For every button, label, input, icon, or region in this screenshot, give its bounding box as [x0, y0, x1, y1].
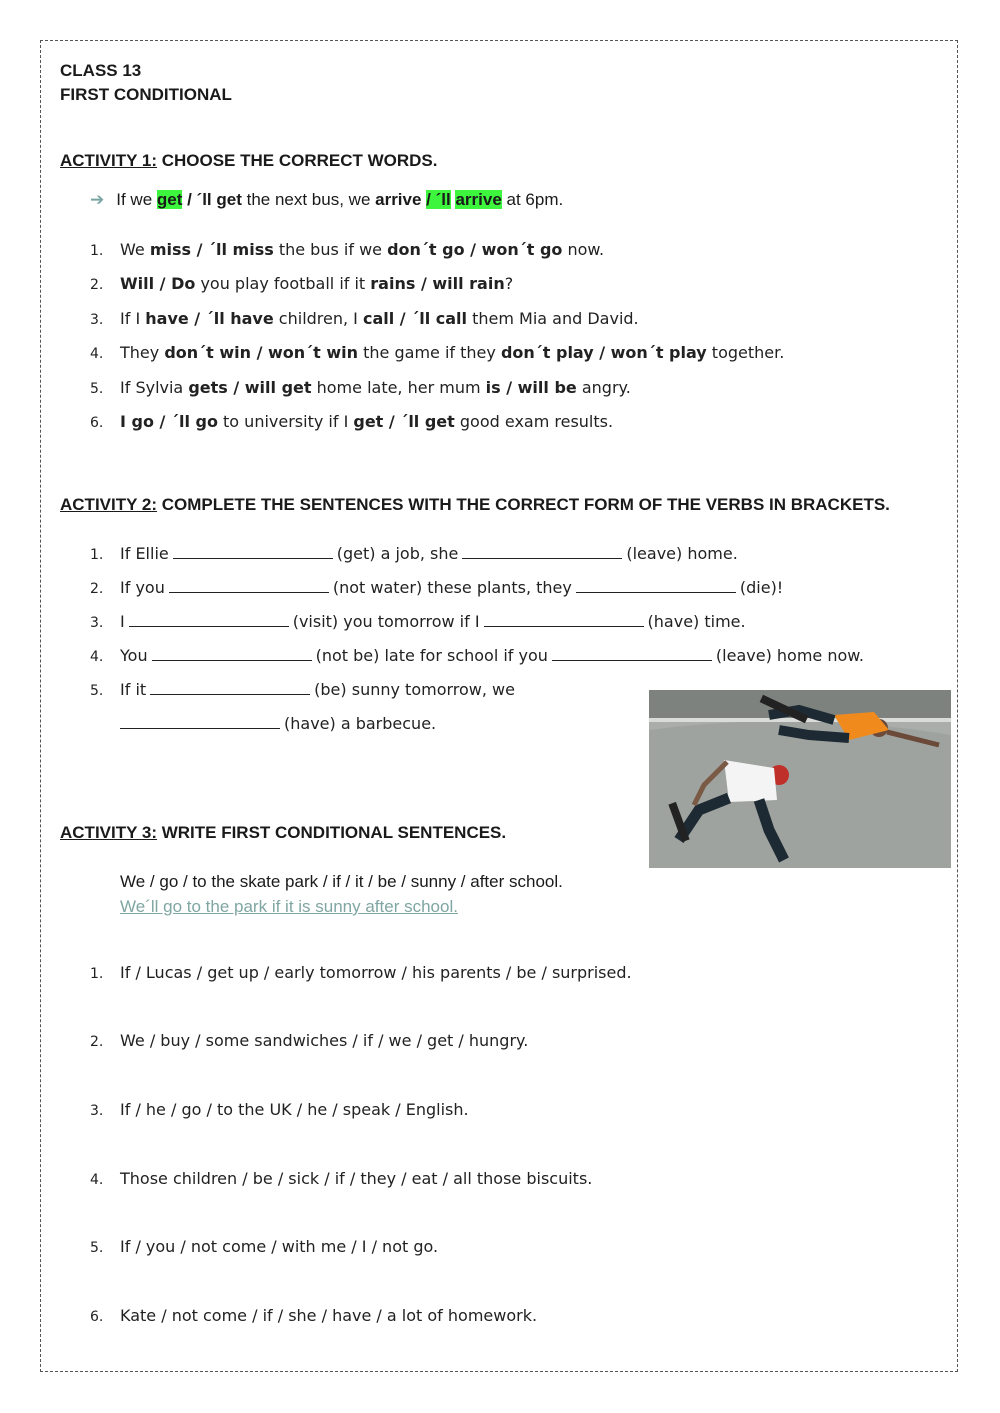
activity1-item	[90, 274, 513, 293]
sentence-prompt: Those children / be / sick / if / they / eat / all those biscuits.	[120, 1169, 593, 1188]
activity2-instruction: COMPLETE THE SENTENCES WITH THE CORRECT FORM OF THE VERBS IN BRACKETS.	[156, 495, 890, 514]
activity2-heading	[60, 495, 890, 515]
sentence-text: children, I	[273, 309, 363, 328]
activity3-example-prompt: We / go / to the skate park / if / it / be / sunny / after school.	[120, 872, 563, 891]
verb-hint: (not be) late for school if you	[315, 646, 548, 665]
answer-blank[interactable]	[152, 646, 312, 661]
answer-blank[interactable]	[484, 612, 644, 627]
item-number: 5.	[90, 1240, 104, 1256]
sentence-text: them Mia and David.	[467, 309, 639, 328]
answer-options: is / will be	[485, 378, 577, 397]
sentence-prompt: If / Lucas / get up / early tomorrow / his parents / be / surprised.	[120, 963, 632, 982]
item-number: 3.	[90, 1103, 104, 1119]
sentence-text: you play football if it	[195, 274, 371, 293]
item-number: 2.	[90, 581, 104, 597]
sentence-text: good exam results.	[454, 412, 614, 431]
activity2-item-continuation	[120, 714, 436, 733]
item-number: 2.	[90, 1034, 104, 1050]
sentence-text: together.	[706, 343, 785, 362]
activity1-instruction: CHOOSE THE CORRECT WORDS.	[156, 151, 438, 170]
activity2-item	[90, 646, 864, 665]
activity2-item	[90, 680, 515, 699]
verb-hint: (die)!	[739, 578, 784, 597]
item-number: 6.	[90, 1309, 104, 1325]
sentence-text: If you	[120, 578, 165, 597]
sentence-text: now.	[562, 240, 605, 259]
sentence-text: They	[120, 343, 165, 362]
item-number: 5.	[90, 683, 104, 699]
sentence-prompt: Kate / not come / if / she / have / a lot of homework.	[120, 1306, 538, 1325]
answer-blank[interactable]	[169, 578, 329, 593]
verb-hint: (have) time.	[647, 612, 746, 631]
activity3-item	[90, 1031, 528, 1050]
activity1-item	[90, 378, 631, 397]
answer-blank[interactable]	[129, 612, 289, 627]
verb-hint: (get) a job, she	[336, 544, 459, 563]
item-number: 1.	[90, 243, 104, 259]
sentence-text: If Ellie	[120, 544, 169, 563]
answer-blank[interactable]	[462, 544, 622, 559]
activity1-item	[90, 309, 639, 328]
activity3-item	[90, 1100, 469, 1119]
class-title: CLASS 13	[60, 61, 142, 80]
item-number: 4.	[90, 346, 104, 362]
answer-options: gets / will get	[188, 378, 312, 397]
answer-options: Will / Do	[120, 274, 196, 293]
item-number: 5.	[90, 381, 104, 397]
verb-hint: (visit) you tomorrow if I	[292, 612, 480, 631]
item-number: 4.	[90, 1172, 104, 1188]
sentence-text: home late, her mum	[311, 378, 486, 397]
sentence-prompt: We / buy / some sandwiches / if / we / get / hungry.	[120, 1031, 529, 1050]
arrow-icon: ➔	[90, 190, 105, 209]
sentence-text: the bus if we	[273, 240, 388, 259]
item-number: 3.	[90, 615, 104, 631]
activity3-label: ACTIVITY 3:	[60, 823, 157, 842]
answer-blank[interactable]	[173, 544, 333, 559]
item-number: 1.	[90, 966, 104, 982]
sentence-text: You	[120, 646, 148, 665]
activity2-item	[90, 578, 783, 597]
item-number: 6.	[90, 415, 104, 431]
sentence-prompt: If / he / go / to the UK / he / speak / English.	[120, 1100, 469, 1119]
verb-hint: (be) sunny tomorrow, we	[314, 680, 515, 699]
activity1-item	[90, 343, 784, 362]
sentence-text: the game if they	[358, 343, 501, 362]
verb-hint: (leave) home.	[626, 544, 738, 563]
sentence-text: to university if I	[217, 412, 354, 431]
activity3-heading	[60, 823, 506, 843]
answer-blank[interactable]	[120, 714, 280, 729]
topic-title: FIRST CONDITIONAL	[60, 85, 232, 104]
item-number: 3.	[90, 312, 104, 328]
activity1-label: ACTIVITY 1:	[60, 151, 157, 170]
item-number: 2.	[90, 277, 104, 293]
activity3-instruction: WRITE FIRST CONDITIONAL SENTENCES.	[156, 823, 507, 842]
example-text: If we	[116, 190, 157, 209]
answer-options: don´t win / won´t win	[164, 343, 359, 362]
sentence-text: If I	[120, 309, 146, 328]
example-text: the next bus, we	[241, 190, 376, 209]
answer-blank[interactable]	[576, 578, 736, 593]
activity3-item	[90, 1306, 537, 1325]
example-option: / ´ll get	[182, 190, 242, 209]
activity3-item	[90, 963, 632, 982]
skateboarders-photo	[649, 690, 951, 868]
activity2-item	[90, 612, 746, 631]
item-number: 4.	[90, 649, 104, 665]
activity1-item	[90, 412, 613, 431]
answer-options: call / ´ll call	[362, 309, 468, 328]
answer-options: don´t play / won´t play	[500, 343, 707, 362]
activity2-label: ACTIVITY 2:	[60, 495, 157, 514]
verb-hint: (leave) home now.	[715, 646, 864, 665]
activity1-item	[90, 240, 604, 259]
activity3-item	[90, 1237, 438, 1256]
answer-options: rains / will rain	[370, 274, 505, 293]
answer-options: get / ´ll get	[353, 412, 455, 431]
answer-blank[interactable]	[552, 646, 712, 661]
answer-options: have / ´ll have	[145, 309, 274, 328]
sentence-text: I	[120, 612, 125, 631]
sentence-text: ?	[504, 274, 514, 293]
example-highlight: arrive	[455, 190, 502, 209]
sentence-text: angry.	[576, 378, 631, 397]
sentence-text: If Sylvia	[120, 378, 189, 397]
activity2-item	[90, 544, 738, 563]
activity1-heading	[60, 151, 438, 171]
sentence-text: If it	[120, 680, 147, 699]
answer-options: don´t go / won´t go	[387, 240, 563, 259]
answer-options: miss / ´ll miss	[149, 240, 274, 259]
example-highlight: / ´ll	[426, 190, 451, 209]
sentence-text: We	[120, 240, 150, 259]
example-text: at 6pm.	[501, 190, 564, 209]
verb-hint: (have) a barbecue.	[284, 714, 437, 733]
answer-blank[interactable]	[150, 680, 310, 695]
activity3-item	[90, 1169, 592, 1188]
sentence-prompt: If / you / not come / with me / I / not go.	[120, 1237, 439, 1256]
answer-options: I go / ´ll go	[120, 412, 218, 431]
example-option: arrive	[375, 190, 427, 209]
activity1-example	[90, 190, 563, 210]
item-number: 1.	[90, 547, 104, 563]
example-highlight: get	[156, 190, 183, 209]
activity3-example-answer: We´ll go to the park if it is sunny after school.	[120, 897, 458, 916]
verb-hint: (not water) these plants, they	[332, 578, 572, 597]
